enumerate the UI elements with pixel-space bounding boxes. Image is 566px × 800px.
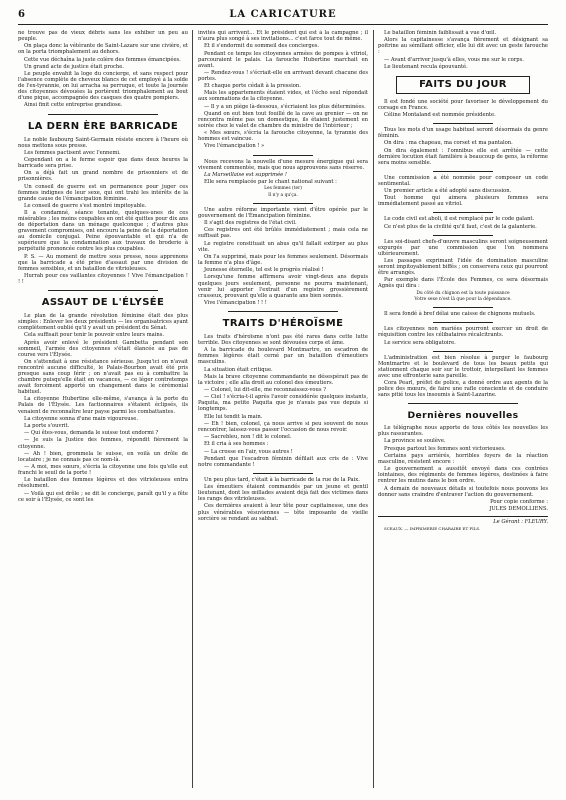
paragraph: A demain de nouveaux détails si toutefois nous pouvons les donner sans craindre d'entraver l'action du gouvernement. [378, 485, 548, 498]
paragraph: La Marseillaise est supprimée ! [204, 171, 287, 178]
paragraph: — Il y a un piège là-dessous, s'écriaient les plus déterminées. [204, 103, 366, 110]
paragraph: — Avant d'arriver jusqu'à elles, vous me sur le corps. [384, 56, 524, 63]
faits-heading-box [396, 76, 530, 94]
paragraph: La situation était critique. [204, 366, 273, 373]
paragraph: Tout homme qui aimera plusieurs femmes sera immédiatement passé au vitriol. [378, 195, 548, 208]
gerant-line: Le Gérant : FLEURY. [493, 519, 548, 526]
separator-rule [433, 212, 493, 213]
verse-line: Votre sexe n'est là que pour la dépendance. [414, 297, 512, 303]
paragraph: — Voilà qui est drôle ; se dit le concierge, paraît qu'il y a fête ce soir à l'Élysée, ce sont les [18, 490, 188, 503]
paragraph: Le bataillon féminin faiblissait à vue d'œil. [384, 30, 497, 36]
paragraph: Les émeutiers étaient commandés par un jeune et gentil lieutenant, dont les œillades avaient déjà fait des victimes dans les rangs des vitrioleuses. [198, 484, 368, 503]
paragraph: L'administration est bien résolue à purger le faubourg Montmartre et le boulevard de tous les beaux petits qui stationnent chaque soir sur le trottoir, interpellant les femmes avec une effronterie sans pareille. [378, 354, 548, 379]
paragraph: Cette vue déchaîna la juste colère des femmes émancipées. [24, 56, 181, 63]
separator-rule [433, 123, 493, 124]
separator-rule [253, 155, 313, 156]
paragraph: On dira également : l'omnibus elle est arrêtée — cette dernière locution était familière à beaucoup de gens, la réforme sera moins sensible. [378, 147, 548, 166]
elysee-article [18, 313, 188, 503]
col3-top-text [378, 30, 548, 70]
paragraph: invités qui arrivent... Et le président qui est à la campagne ; il n'aura plus songé à ses invitations... c'est farce tout de même. [198, 30, 368, 43]
paragraph: La province se soulève. [384, 438, 446, 445]
paragraph: Certains pays arriérés, horribles foyers de la réaction masculine, résistent encore : [378, 452, 548, 465]
separator-rule [433, 307, 493, 308]
paragraph: Lorsqu'une femme affirmera avoir vingt-deux ans depuis quelques jours seulement, personne ne pourra maintenant, venir lui apporter l'extrait d'un registre grossièrement crasseux, prouvant qu'elle a quarante ans bien sonnés. [198, 274, 368, 299]
paragraph: Et il cria à ses hommes : [204, 441, 269, 448]
paragraph: Vive l'émancipation ! ! ! [204, 299, 267, 306]
paragraph: Le bataillon des femmes légères et des vitrioleuses entra résolument. [18, 477, 188, 490]
paragraph: Les femmes pactisent avec l'ennemi. [24, 149, 121, 156]
column-1 [18, 30, 188, 790]
marseillaise-article [198, 159, 368, 198]
paragraph: On dira : ma chapeau, ma corset et ma pantalon. [384, 140, 513, 147]
paragraph: Presque partout les femmes sont victorieuses. [384, 445, 506, 452]
paragraph: Pendant que l'escadron féminin défilait aux cris de : Vive notre commandante ! [198, 455, 368, 468]
paragraph: Et il s'endormit du sommeil des concierges. [204, 43, 320, 50]
paragraph: La citoyenne Hubertine elle-même, s'avança à la porte du Palais de l'Élysée. Les factionnaires s'étaient éclipsés, ils venaient de reconnaître leur payse parmi les combattantes. [18, 396, 188, 415]
section-heading-barricade: LA DERN ÈRE BARRICADE [27, 120, 179, 132]
section-heading-heroisme: TRAITS D'HÉROÏSME [222, 317, 344, 329]
paragraph: On plaça donc la vétérante de Saint-Lazare sur une civière, et on la porta triomphalement au dehors. [18, 43, 188, 56]
separator-rule [433, 235, 493, 236]
paragraph: La citoyenne sonna d'une main vigoureuse. [24, 415, 139, 422]
paragraph: — Ah ! bien, grommela le suisse, en voilà un drôle de locataire ; je ne connais pas ce nom-là. [18, 450, 188, 463]
paragraph: — Colonel, lui dit-elle, me reconnaissez-vous ? [204, 387, 326, 394]
paragraph: — Qui êtes-vous, demanda le suisse tout endormi ? [24, 430, 159, 437]
paragraph: Une commission a été nommée pour composer un code sentimental. [378, 174, 548, 187]
paragraph: Elle sera remplacée par le chant national suivant : [204, 179, 337, 186]
paragraph: — Rendez-vous ! s'écriait-elle en arrivant devant chacune des portes. [198, 69, 368, 82]
paragraph: Le conseil de guerre s'est montré impitoyable. [24, 202, 147, 209]
paragraph: — Sacrebleu, non ! dit le colonel. [204, 434, 292, 441]
separator-rule [408, 403, 518, 404]
printer-line: SCEAUX. — IMPRIMERIE CHARAIRE ET FILS. [384, 526, 481, 532]
paragraph: Il est fondé une société pour favoriser le développement du corsage en France. [378, 98, 548, 111]
paragraph: Le lieutenant recula épouvanté. [384, 63, 468, 70]
paragraph: Ce n'est plus de la civilité qu'il faut, c'est de la galanterie. [384, 223, 537, 230]
paragraph: « Mes sœurs, s'écria la farouche citoyenne, la tyrannie des hommes est vaincue. [198, 130, 368, 143]
registres-article [198, 207, 368, 306]
separator-rule [433, 171, 493, 172]
col1-top-text [18, 30, 188, 109]
paragraph: — La crosse en l'air, vous autres ! [204, 448, 293, 455]
paragraph: Le plan de la grande révolution féminine était des plus simples : Enlever les deux présidents — les organisatrices ayant complètement oublié qu'il y avait un président du Sénat. [18, 313, 188, 332]
paragraph: Une autre réforme importante vient d'être opérée par le gouvernement de l'Émancipation féminine. [198, 206, 368, 219]
column-divider-2 [373, 30, 374, 788]
paragraph: Les traits d'héroïsme n'ont pas été rares dans cette lutte terrible. Des citoyennes se sont dévouées corps et âme. [198, 333, 368, 346]
column-3 [378, 30, 548, 790]
paragraph: Hurrah pour ces vaillantes citoyennes ! Vive l'émancipation ! ! ! [18, 272, 188, 286]
footer-block [378, 516, 548, 531]
paragraph: Un conseil de guerre est en permanence pour juger ces femmes indignes de leur sexe, qui ont trahi les intérêts de la grande cause de l'émancipation féminine. [18, 183, 188, 202]
separator-rule [228, 311, 338, 312]
paragraph: Alors la capitainesse s'avança fièrement et désignant sa poitrine au sémillant officier, elle lui dit avec un geste farouche : [378, 37, 548, 56]
paragraph: Il sera fondé à bref délai une caisse de chignons mutuels. [384, 311, 536, 318]
paragraph: Pendant ce temps les citoyennes armées de pompes à vitriol, parcouraient le palais. La farouche Hubertine marchait en avant. [198, 50, 368, 69]
page-number: 6 [18, 9, 25, 20]
journal-title: LA CARICATURE [229, 9, 337, 20]
separator-rule [253, 203, 313, 204]
copy-conforme: Pour copie conforme : [490, 498, 548, 505]
faits-article [378, 99, 548, 398]
paragraph: — Eh ! bien, colonel, ça nous arrive si peu souvent de nous rencontrer, laissez-vous passer l'occasion de nous revoir. [198, 420, 368, 433]
paragraph: Le peuple envahit la loge du concierge, et sans respect pour l'absence complète de cheveux blancs de cet employé à la solde de l'ex-tyrannie, on lui arracha sa perruque, et toute la journée des citoyennes dévouées la portèrent triomphalement au bout d'une pique, accompagnée des casques des quatre pompiers. [18, 71, 188, 102]
paragraph: Après avoir enlevé le président Gambetta pendant son sommeil, l'armée des citoyennes s'était élancée au pas de course vers l'Élysée. [18, 339, 188, 358]
nouvelles-article [378, 425, 548, 512]
paragraph: Jeunesse éternelle, tel est le progrès réalisé ! [204, 267, 324, 274]
col2-top-text [198, 30, 368, 150]
paragraph: On s'attendait à une résistance sérieuse. Jusqu'ici on n'avait rencontré aucune difficulté, le Palais-Bourbon avait été pris presque sans coup férir ; on n'avait pas eu à combattre la chambre puisqu'elle était en vacances, — ce léger contretemps avait forcément apporté un changement dans le cérémonial habituel. [18, 358, 188, 396]
paragraph: Les citoyennes non mariées pourront exercer un droit de réquisition contre les célibataires récalcitrants. [378, 326, 548, 339]
paragraph: Le code civil est aboli, il est remplacé par le code galant. [384, 216, 535, 223]
separator-rule [433, 322, 493, 323]
paragraph: — Je suis la Justice des femmes, répondit fièrement la citoyenne. [18, 437, 188, 450]
paragraph: Le service sera obligatoire. [384, 339, 456, 346]
paragraph: Un peu plus tard, c'était à la barricade de la rue de la Paix. [204, 476, 360, 483]
section-heading-elysee: ASSAUT DE L'ÉLYSÉE [41, 297, 165, 309]
paragraph: Mais la brave citoyenne commandante ne désespérait pas de la victoire ; elle alla droit au colonel des émeutiers. [198, 373, 368, 386]
paragraph: Le noble faubourg Saint-Germain résiste encore à l'heure où nous mettons sous presse. [18, 136, 188, 149]
paragraph: Nous recevons la nouvelle d'une mesure énergique qui sera vivement commentée, mais que nous approuvons sans réserve. [198, 158, 368, 171]
paragraph: Elle lui tendit la main. [204, 413, 263, 420]
paragraph: Le gouvernement a aussitôt envoyé dans ces contrées lointaines, des régiments de femmes légères, destinées à faire rentrer les mutins dans le bon ordre. [378, 466, 548, 485]
paragraph: A la barricade du boulevard Montmartre, un escadron de femmes légères était cerné par un bataillon d'émeutiers masculins. [198, 347, 368, 366]
section-heading-nouvelles: Dernières nouvelles [407, 410, 519, 422]
separator-rule [433, 351, 493, 352]
paragraph: La porte s'ouvrit. [24, 423, 70, 429]
paragraph: Il a condamné, séance tenante, quelques-unes de ces misérables ; les moins coupables en ont été quittes pour dix ans de déportation dans un ménage quelconque ; d'autres plus gravement compromises, ont encouru la peine de la déportation au domicile conjugal. Peine épouvantable et qui n'a de supérieure que la condamnation aux travaux de broderie à perpétuité prononcée contre les plus coupables. [18, 210, 188, 253]
section-heading-faits: FAITS DU JOUR [419, 78, 507, 90]
barricade-article [18, 137, 188, 286]
song-line: Les femmes (ter) [264, 186, 302, 192]
paragraph: Les passages exprimant l'idée de domination masculine seront impitoyablement biffés ; on conservera ceux qui pourront être arrangés. [378, 258, 548, 277]
paragraph: Les soi-disant chefs-d'œuvre masculins seront soigneusement expurgés par une commission que l'on nommera ultérieurement. [378, 238, 548, 257]
paragraph: Et chaque porte cédait à la pression. [204, 83, 301, 90]
paragraph: Ainsi finit cette entreprise grandiose. [24, 102, 123, 109]
paragraph: ne trouve pas de vieux débris sans les exhiber un peu au peuple. [18, 30, 188, 43]
paragraph: On l'a supprimé, mais pour les femmes seulement. Désormais la femme n'a plus d'âge. [198, 253, 368, 266]
paragraph: Cela suffisait pour tenir le pouvoir entre leurs mains. [24, 332, 165, 339]
song-line: Il n'y a qu'ça. [268, 192, 298, 198]
paragraph: Cora Pearl, préfet de police, a donné ordre aux agents de la police des mœurs, de faire une rafle consciente et de conduire sans pitié tous les insoumis à Saint-Lazarine. [378, 380, 548, 399]
column-2 [198, 30, 368, 790]
paragraph: Ces dernières avaient à leur tête pour capitainesse, une des plus vénérables vésuviennes — tête imposante de vieille sorcière se rendant au sabbat. [198, 503, 368, 522]
paragraph: — A moi, mes sœurs, s'écria la citoyenne une fois qu'elle eut franchi le seuil de la porte ! [18, 464, 188, 477]
paragraph: Le télégraphe nous apporte de tous côtés les nouvelles les plus rassurantes. [378, 425, 548, 438]
paragraph: Vive l'émancipation ! » [204, 143, 265, 150]
separator-rule [48, 290, 158, 291]
verse-line: Du côté du chignon est la toute puissance [416, 290, 510, 296]
paragraph: Céline Montaland est nommée présidente. [384, 112, 496, 119]
separator-rule [253, 473, 313, 474]
paragraph: Cependant on a le ferme espoir que dans deux heures la barricade sera prise. [18, 157, 188, 170]
paragraph: Par exemple dans l'École des Femmes, ce sera désormais Agnès qui dira : [378, 277, 548, 290]
paragraph: Ces registres ont été brûlés immédiatement ; mais cela ne suffisait pas. [198, 227, 368, 240]
paragraph: Le registre constituait un abus qu'il fallait extirper au plus vite. [198, 240, 368, 253]
paragraph: Il s'agit des registres de l'état civil. [204, 220, 297, 227]
separator-rule [48, 114, 158, 115]
page-header [18, 8, 548, 25]
paragraph: Quand on eut bien tout fouillé de la cave au grenier — on ne rencontra même pas un domestique, ils étaient justement en soirée chez le valet de chambre du ministre de l'intérieur ; [198, 110, 368, 129]
paragraph: On a déjà fait un grand nombre de prisonniers et de prisonnières. [18, 170, 188, 183]
column-divider-1 [192, 30, 193, 788]
heroisme-article [198, 334, 368, 468]
paragraph: Mais les appartements étaient vides, et l'écho seul répondait aux sommations de la citoyenne. [198, 90, 368, 103]
paragraph: Un premier article a été adopté sans discussion. [384, 188, 512, 195]
paragraph: — Ciel ! s'écria-t-il après l'avoir considérée quelques instants, Paquita, ma petite Paquita que je n'avais pas vue depuis si longtemps. [198, 394, 368, 413]
paragraph: Tous les mots d'un usage habituel seront désormais du genre féminin. [378, 127, 548, 140]
rue-de-la-paix-article [198, 477, 368, 522]
author-signature: JULES DEMOLLIENS. [489, 506, 548, 513]
paragraph: P. S. — Au moment de mettre sous presse, nous apprenons que la barricade a été prise d'assaut par une division de femmes sensibles, et un bataillon de vitrioleuses. [18, 253, 188, 272]
paragraph: Un grand acte de justice était proche. [24, 63, 124, 70]
